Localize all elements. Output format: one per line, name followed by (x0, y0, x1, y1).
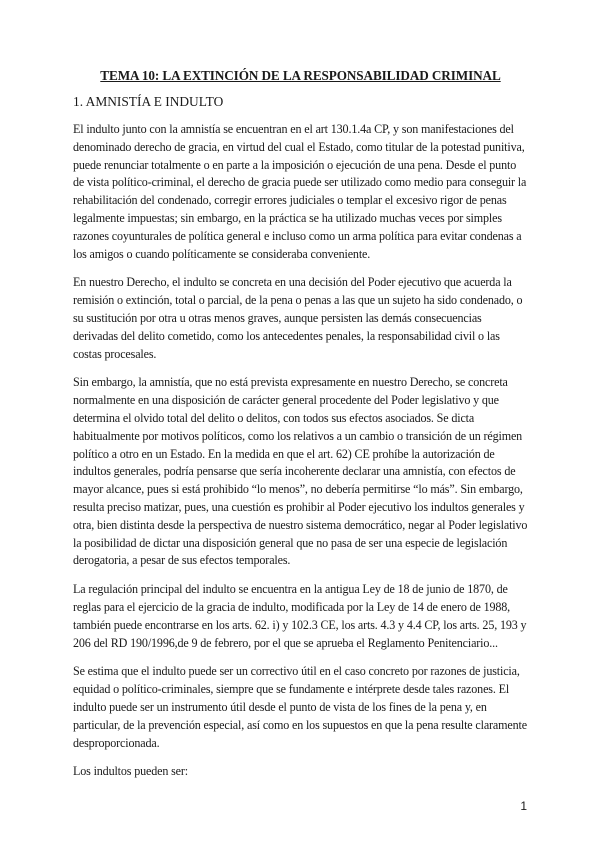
page-number: 1 (520, 799, 527, 813)
page-content (73, 68, 528, 792)
document-title: TEMA 10: LA EXTINCIÓN DE LA RESPONSABILIDAD CRIMINAL (100, 68, 501, 83)
paragraph-amnistia: Sin embargo, la amnistía, que no está prevista expresamente en nuestro Derecho, se concreta normalmente en una disposición de carácter general procedente del Poder legislativo y que determina el olvido total del delito o delitos, con todos sus efectos asociados. Se dicta habitualmente por motivos políticos, como los relativos a un cambio o transición de un régimen político a otro en un Estado. En la medida en que el art. 62) CE prohíbe la autorización de indultos generales, podría pensarse que sería incoherente declarar una amnistía, con efectos de mayor alcance, pues si está prohibido “lo menos”, no debería permitirse “lo más”. Sin embargo, resulta preciso matizar, pues, una cuestión es prohibir al Poder ejecutivo los indultos generales y otra, bien distinta desde la perspectiva de nuestro sistema democrático, negar al Poder legislativo la posibilidad de dictar una disposición general que no pasa de ser una especie de legislación derogatoria, a pesar de sus efectos temporales. (73, 375, 528, 568)
paragraph-regulacion: La regulación principal del indulto se encuentra en la antigua Ley de 18 de junio de 1870, de reglas para el ejercicio de la gracia de indulto, modificada por la Ley de 14 de enero de 1988, también puede encontrarse en los arts. 62. i) y 102.3 CE, los arts. 4.3 y 4.4 CP, los arts. 25, 193 y 206 del RD 190/1996,de 9 de febrero, por el que se aprueba el Reglamento Penitenciario... (73, 582, 527, 650)
section-heading: 1. AMNISTÍA E INDULTO (73, 94, 224, 109)
paragraph-correctivo: Se estima que el indulto puede ser un correctivo útil en el caso concreto por razones de justicia, equidad o político-criminales, siempre que se fundamente e intérprete desde tales razones. El indulto puede ser un instrumento útil desde el punto de vista de los fines de la pena y, en particular, de la prevención especial, así como en los supuestos en que la pena resulte claramente desproporcionada. (73, 664, 527, 750)
paragraph-indulto-definicion: En nuestro Derecho, el indulto se concreta en una decisión del Poder ejecutivo que acuerda la remisión o extinción, total o parcial, de la pena o penas a las que un sujeto ha sido condenado, o su sustitución por otra u otras menos graves, aunque persisten las demás consecuencias derivadas del delito cometido, como los antecedentes penales, la responsabilidad civil o las costas procesales. (73, 275, 523, 361)
paragraph-tipos-indultos: Los indultos pueden ser: (73, 764, 188, 779)
paragraph-indulto-amnistia: El indulto junto con la amnistía se encuentran en el art 130.1.4a CP, y son manifestaciones del denominado derecho de gracia, en virtud del cual el Estado, como titular de la potestad punitiva, puede renunciar totalmente o en parte a la imposición o ejecución de una pena. Desde el punto de vista político-criminal, el derecho de gracia puede ser utilizado como medio para conseguir la rehabilitación del condenado, corregir errores judiciales o templar el excesivo rigor de penas legalmente impuestas; sin embargo, en la práctica se ha utilizado muchas veces por simples razones coyunturales de política general e incluso como un arma política para evitar condenas a los amigos o cuando políticamente se consideraba conveniente. (73, 122, 527, 261)
